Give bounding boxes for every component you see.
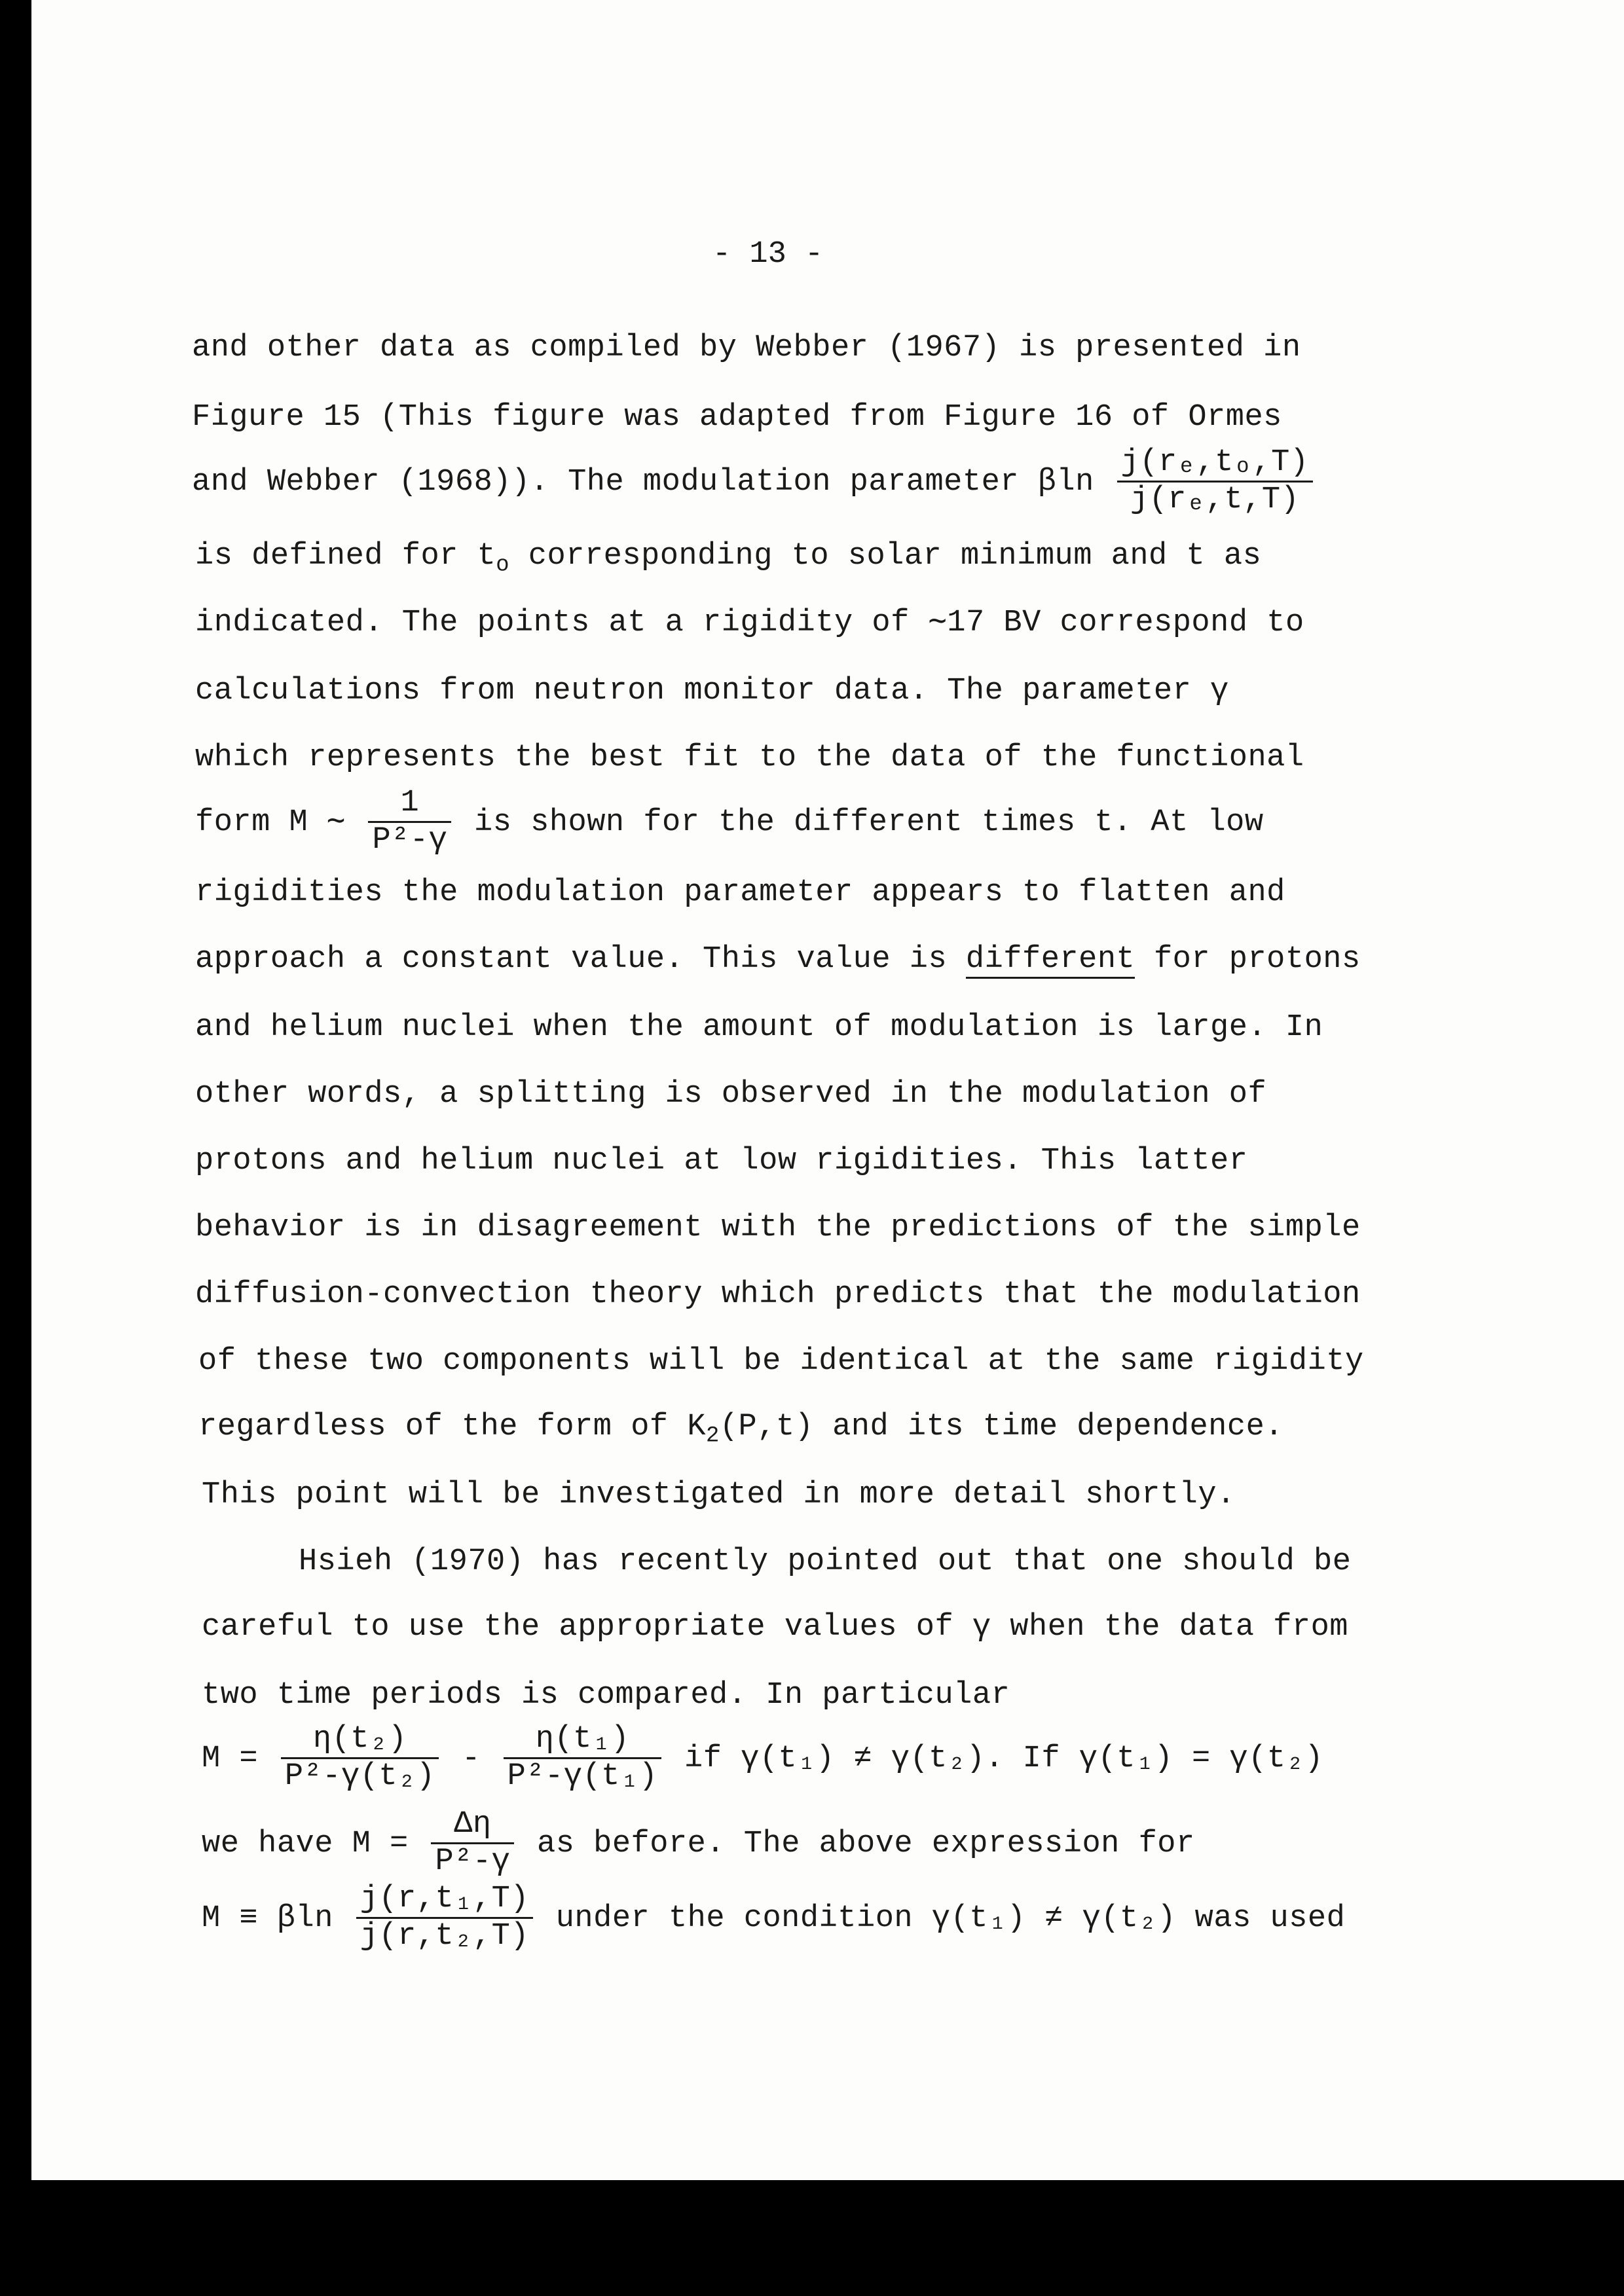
text-line: indicated. The points at a rigidity of ∼17 BV correspond to: [195, 606, 1304, 640]
document-page: [31, 0, 1624, 2180]
text-line: and other data as compiled by Webber (1967) is presented in: [192, 331, 1301, 365]
text-line: careful to use the appropriate values of γ when the data from: [202, 1610, 1348, 1645]
fraction-denominator: P²-γ(t₂): [284, 1759, 435, 1795]
text-line: and helium nuclei when the amount of modulation is large. In: [195, 1010, 1323, 1045]
text-segment: is defined for t: [195, 539, 496, 574]
text-line: calculations from neutron monitor data. The parameter γ: [195, 674, 1229, 708]
text-line: [198, 1410, 1283, 1449]
text-line: other words, a splitting is observed in the modulation of: [195, 1077, 1267, 1112]
text-segment: form M ∼: [195, 805, 346, 840]
text-line: [195, 944, 1361, 975]
text-line: [192, 445, 1317, 518]
equation-line: [202, 1722, 1323, 1795]
text-line: two time periods is compared. In particular: [202, 1678, 1010, 1713]
delta-eta-fraction: [431, 1807, 514, 1880]
eq-fraction-t2: [281, 1722, 439, 1795]
underlined-word: different: [966, 942, 1135, 979]
fraction-denominator: j(r,t₂,T): [360, 1919, 529, 1954]
fraction-numerator: j(r,t₁,T): [356, 1882, 533, 1919]
text-segment: for protons: [1135, 942, 1361, 977]
fraction-denominator: P²-γ(t₁): [507, 1759, 658, 1795]
text-segment: corresponding to solar minimum and t as: [509, 539, 1262, 574]
text-line: This point will be investigated in more detail shortly.: [202, 1478, 1236, 1512]
text-line: which represents the best fit to the data of the functional: [195, 740, 1304, 775]
text-segment: we have M =: [202, 1826, 409, 1861]
text-segment: under the condition γ(t₁) ≠ γ(t₂) was used: [555, 1901, 1346, 1936]
text-segment: (P,t) and its time dependence.: [719, 1410, 1283, 1444]
fraction-denominator: P²-γ: [372, 823, 448, 858]
text-line: of these two components will be identical at the same rigidity: [198, 1344, 1364, 1379]
log-ratio-fraction: [356, 1882, 533, 1954]
modulation-fraction: [1117, 445, 1313, 518]
fraction-denominator: j(rₑ,t,T): [1130, 483, 1300, 518]
text-line: Hsieh (1970) has recently pointed out that one should be: [299, 1544, 1352, 1579]
power-law-fraction: [368, 786, 451, 858]
text-line: [195, 539, 1262, 578]
fraction-numerator: η(t₁): [504, 1722, 662, 1759]
text-line: [195, 786, 1264, 858]
fraction-numerator: Δη: [431, 1807, 514, 1844]
eq-fraction-t1: [504, 1722, 662, 1795]
fraction-numerator: j(rₑ,tₒ,T): [1117, 445, 1313, 483]
text-line: [202, 1882, 1345, 1954]
subscript: 2: [706, 1423, 720, 1449]
text-segment: is shown for the different times t. At low: [474, 805, 1264, 840]
text-line: [202, 1807, 1195, 1880]
text-line: rigidities the modulation parameter appears to flatten and: [195, 875, 1285, 910]
text-line: diffusion-convection theory which predicts that the modulation: [195, 1277, 1361, 1312]
text-line: behavior is in disagreement with the predictions of the simple: [195, 1211, 1361, 1245]
text-segment: as before. The above expression for: [537, 1826, 1195, 1861]
fraction-denominator: P²-γ: [435, 1844, 511, 1880]
subscript: o: [496, 553, 510, 578]
text-segment: regardless of the form of K: [198, 1410, 707, 1444]
text-segment: approach a constant value. This value is: [195, 942, 966, 977]
text-segment: if γ(t₁) ≠ γ(t₂). If γ(t₁) = γ(t₂): [684, 1741, 1323, 1776]
text-segment: and Webber (1968)). The modulation parameter βln: [192, 464, 1094, 500]
fraction-numerator: η(t₂): [281, 1722, 439, 1759]
equation-lhs: M =: [202, 1741, 259, 1776]
text-line: protons and helium nuclei at low rigidities. This latter: [195, 1144, 1248, 1178]
page-number: - 13 -: [712, 237, 824, 272]
fraction-numerator: 1: [368, 786, 451, 823]
text-segment: M ≡ βln: [202, 1901, 333, 1936]
minus-sign: -: [462, 1741, 481, 1776]
text-line: Figure 15 (This figure was adapted from Figure 16 of Ormes: [192, 400, 1282, 435]
